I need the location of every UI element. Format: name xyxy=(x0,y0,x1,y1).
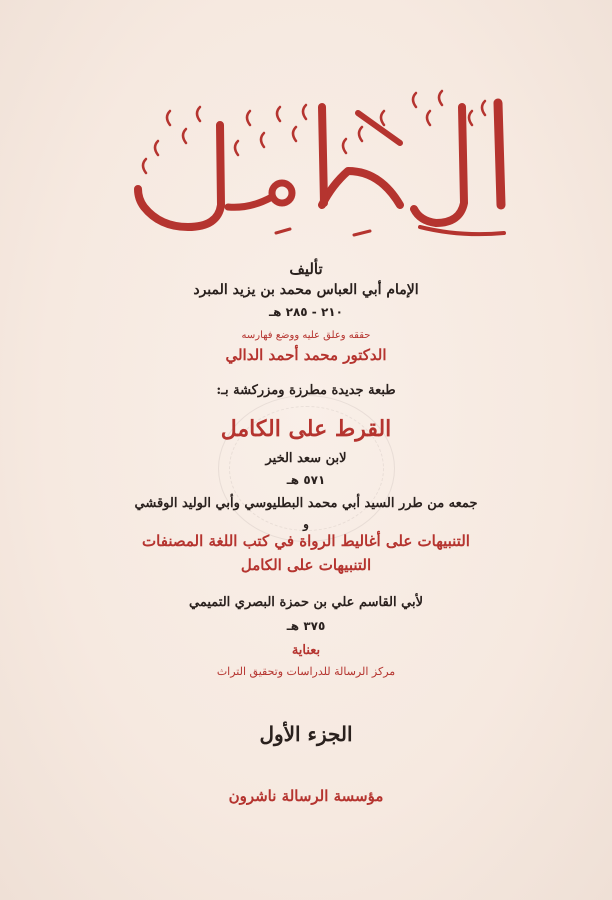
care-center: مركز الرسالة للدراسات وتحقيق التراث xyxy=(216,665,396,678)
author-name: الإمام أبي العباس محمد بن يزيد المبرد xyxy=(193,282,419,298)
edition-note: طبعة جديدة مطرزة ومزركشة بـ: xyxy=(216,383,396,398)
supplement-title: القرط على الكامل xyxy=(220,416,392,442)
supplement-date: ٥٧١ هـ xyxy=(286,473,326,487)
tanbihat-date: ٣٧٥ هـ xyxy=(286,619,326,633)
editor-name: الدكتور محمد أحمد الدالي xyxy=(225,346,387,364)
tanbihat-author: لأبي القاسم علي بن حمزة البصري التميمي xyxy=(188,595,424,610)
compiled-from: جمعه من طرر السيد أبي محمد البطليوسي وأبي الوليد الوقشي xyxy=(134,496,478,511)
conjunction: و xyxy=(303,517,309,531)
author-dates: ٢١٠ - ٢٨٥ هـ xyxy=(269,305,343,319)
calligraphic-title xyxy=(100,85,520,250)
care-label: بعناية xyxy=(291,643,321,658)
tanbihat-short-title: التنبيهات على الكامل xyxy=(240,556,372,574)
publisher-name: مؤسسة الرسالة ناشرون xyxy=(228,787,384,805)
supplement-author: لابن سعد الخير xyxy=(265,451,347,466)
volume-label: الجزء الأول xyxy=(259,722,353,746)
editor-label: حققه وعلق عليه ووضع فهارسه xyxy=(241,330,371,341)
tanbihat-full-title: التنبيهات على أغاليط الرواة في كتب اللغة المصنفات xyxy=(142,532,470,550)
author-label: تأليف xyxy=(289,260,323,278)
title-calligraphy-svg xyxy=(100,85,520,250)
